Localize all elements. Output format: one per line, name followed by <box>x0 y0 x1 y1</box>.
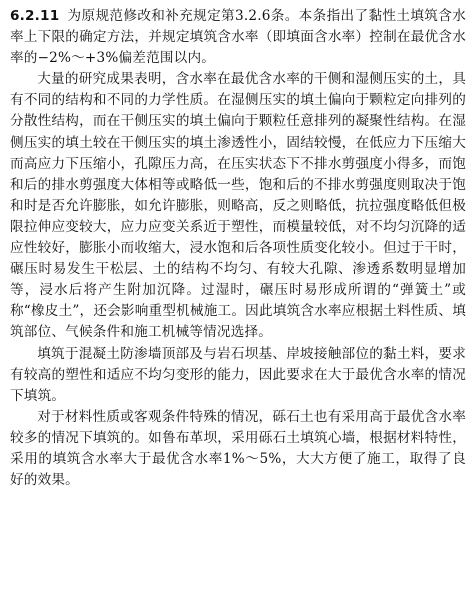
section-number: 6.2.11 <box>10 8 60 24</box>
paragraph-2: 大量的研究成果表明，含水率在最优含水率的干侧和湿侧压实的土，具有不同的结构和不同的力学性质。在湿侧压实的填土偏向于颗粒定向排列的分散性结构，而在干侧压实的填土偏向于颗粒任意排列的凝聚性结构。在湿侧压实的填土较在干侧压实的填土渗透性小，固结较慢，在低应力下压缩大而高应力下压缩小，孔隙压力高，在压实状态下不排水剪强度小得多，而饱和后的排水剪强度大体相等或略低一些，饱和后的不排水剪强度则取决于饱和时是否允许膨胀，如允许膨胀，则略高，反之则略低，抗拉强度略低但极限拉伸应变较大，应力应变关系近于塑性，而模量较低，对不均匀沉降的适应性较好，膨胀小而收缩大，浸水饱和后各项性质变化较小。但过于干时，碾压时易发生干松层、土的结构不均匀、有较大孔隙、渗透系数明显增加等，浸水后将产生附加沉降。过湿时，碾压时易形成所谓的“弹簧土”或称“橡皮土”，还会影响重型机械施工。因此填筑含水率应根据土料性质、填筑部位、气候条件和施工机械等情况选择。 <box>10 71 466 341</box>
paragraph-1-text: 为原规范修改和补充规定第3.2.6条。本条指出了黏性土填筑含水率上下限的确定方法，并规定填筑含水率（即填面含水率）控制在最优含水率的−2%～+3%偏差范围以内。 <box>10 8 466 67</box>
paragraph-1 <box>10 6 466 69</box>
paragraph-3: 填筑于混凝土防渗墙顶部及与岩石坝基、岸坡接触部位的黏土料，要求有较高的塑性和适应不均匀变形的能力，因此要求在大于最优含水率的情况下填筑。 <box>10 345 466 404</box>
paragraph-4: 对于材料性质或客观条件特殊的情况，砾石土也有采用高于最优含水率较多的情况下填筑的。如鲁布革坝，采用砾石土填筑心墙，根据材料特性，采用的填筑含水率大于最优含水率1%～5%，大大方便了施工，取得了良好的效果。 <box>10 408 466 489</box>
